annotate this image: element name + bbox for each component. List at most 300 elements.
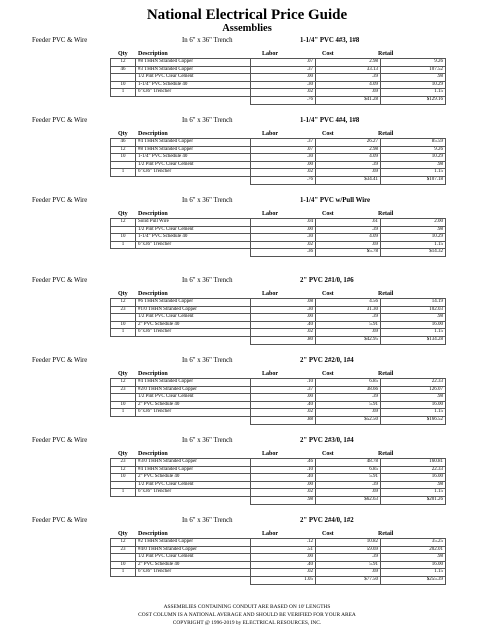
column-header-labor: Labor — [262, 291, 279, 297]
cell-desc: 1/2 Pint PVC Clear Cement — [136, 394, 251, 402]
cell-retail: 16.00 — [381, 321, 446, 329]
column-header-labor: Labor — [262, 531, 279, 537]
items-table — [110, 538, 446, 585]
total-cost: $34.41 — [316, 176, 381, 184]
table-row — [111, 74, 446, 82]
table-row — [111, 329, 446, 337]
cell-retail: 102.03 — [381, 306, 446, 314]
cell-retail: 10.29 — [381, 81, 446, 89]
cell-labor: .00 — [251, 481, 316, 489]
cell-blank — [136, 249, 251, 257]
table-row — [111, 569, 446, 577]
cell-labor: .08 — [251, 299, 316, 307]
cell-cost: .69 — [316, 241, 381, 249]
cell-qty: 12 — [111, 466, 136, 474]
cell-retail: 126.07 — [381, 386, 446, 394]
cell-qty: 1 — [111, 241, 136, 249]
trench-label: In 6" x 36" Trench — [182, 117, 233, 124]
cell-cost: .39 — [316, 394, 381, 402]
column-header-retail: Retail — [378, 51, 394, 57]
table-row — [111, 481, 446, 489]
total-row — [111, 249, 446, 257]
trench-label: In 6" x 36" Trench — [182, 37, 233, 44]
cell-retail: 202.01 — [381, 546, 446, 554]
cell-retail: 160.81 — [381, 459, 446, 467]
assembly-spec: 2" PVC 2#1/0, 1#6 — [300, 277, 354, 284]
cell-cost: 5.91 — [316, 321, 381, 329]
cell-blank — [111, 96, 136, 104]
cell-labor: .00 — [251, 314, 316, 322]
cell-qty — [111, 161, 136, 169]
cell-retail: 85.59 — [381, 139, 446, 147]
cell-desc: 1/2 Pint PVC Clear Cement — [136, 554, 251, 562]
items-table — [110, 298, 446, 345]
cell-retail: 22.33 — [381, 466, 446, 474]
cell-qty: 23 — [111, 306, 136, 314]
cell-retail: 10.29 — [381, 234, 446, 242]
cell-retail: .98 — [381, 481, 446, 489]
cell-blank — [111, 576, 136, 584]
cell-cost: 59.69 — [316, 546, 381, 554]
column-header-labor: Labor — [262, 451, 279, 457]
cell-labor: .02 — [251, 169, 316, 177]
table-row — [111, 314, 446, 322]
column-header-retail: Retail — [378, 291, 394, 297]
total-cost: $41.28 — [316, 96, 381, 104]
cell-desc: 1/2 Pint PVC Clear Cement — [136, 481, 251, 489]
cell-cost: .39 — [316, 74, 381, 82]
trench-label: In 6" x 36" Trench — [182, 197, 233, 204]
cell-retail: 22.33 — [381, 379, 446, 387]
table-row — [111, 474, 446, 482]
cell-cost: 5.91 — [316, 474, 381, 482]
trench-label: In 6" x 36" Trench — [182, 517, 233, 524]
cell-labor: .10 — [251, 379, 316, 387]
cell-labor: .02 — [251, 569, 316, 577]
cell-qty: 10 — [111, 401, 136, 409]
assembly-section — [0, 435, 494, 515]
column-header-description: Description — [138, 131, 168, 137]
page-subtitle: Assemblies — [222, 23, 272, 34]
cell-qty: 1 — [111, 329, 136, 337]
table-row — [111, 401, 446, 409]
total-retail: $201.26 — [381, 496, 446, 504]
trench-label: In 6" x 36" Trench — [182, 437, 233, 444]
cell-blank — [111, 249, 136, 257]
column-header-cost: Cost — [322, 291, 334, 297]
cell-labor: .37 — [251, 66, 316, 74]
cell-cost: 5.91 — [316, 561, 381, 569]
table-row — [111, 489, 446, 497]
cell-cost: 6.85 — [316, 466, 381, 474]
section-header — [0, 515, 494, 526]
cell-cost: .69 — [316, 409, 381, 417]
items-table — [110, 378, 446, 425]
cell-cost: .69 — [316, 569, 381, 577]
cell-desc: 1/2 Pint PVC Clear Cement — [136, 314, 251, 322]
cell-desc: #3/0 THHN Stranded Copper — [136, 459, 251, 467]
assembly-section — [0, 115, 494, 195]
total-row — [111, 576, 446, 584]
table-row — [111, 169, 446, 177]
cell-cost: 48.78 — [316, 459, 381, 467]
table-row — [111, 459, 446, 467]
cell-labor: .07 — [251, 146, 316, 154]
section-header — [0, 275, 494, 286]
cell-qty: 10 — [111, 561, 136, 569]
column-header-description: Description — [138, 371, 168, 377]
column-headers — [0, 370, 494, 378]
assembly-section — [0, 355, 494, 435]
total-labor: .98 — [251, 496, 316, 504]
items-table — [110, 138, 446, 185]
cell-labor: .40 — [251, 474, 316, 482]
cell-blank — [136, 576, 251, 584]
table-row — [111, 306, 446, 314]
cell-retail: 16.00 — [381, 401, 446, 409]
total-cost: $42.95 — [316, 336, 381, 344]
column-header-labor: Labor — [262, 131, 279, 137]
cell-desc: 2" PVC Schedule 40 — [136, 321, 251, 329]
cell-cost: .69 — [316, 169, 381, 177]
cell-desc: #4 THHN Stranded Copper — [136, 466, 251, 474]
column-header-description: Description — [138, 51, 168, 57]
cell-cost: 38.66 — [316, 386, 381, 394]
footer-line: ASSEMBLIES CONTAINING CONDUIT ARE BASED ON 10' LENGTHS — [163, 604, 331, 610]
cell-desc: #8 THHN Stranded Copper — [136, 59, 251, 67]
cell-labor: .07 — [251, 59, 316, 67]
column-header-qty: Qty — [118, 451, 128, 457]
column-headers — [0, 130, 494, 138]
cell-qty: 12 — [111, 59, 136, 67]
cell-cost: .69 — [316, 89, 381, 97]
items-table — [110, 218, 446, 257]
section-header — [0, 35, 494, 46]
table-row — [111, 139, 446, 147]
cell-desc: 6"x36" Trencher — [136, 489, 251, 497]
trench-label: In 6" x 36" Trench — [182, 277, 233, 284]
column-header-qty: Qty — [118, 131, 128, 137]
table-row — [111, 466, 446, 474]
cell-cost: .69 — [316, 329, 381, 337]
table-row — [111, 66, 446, 74]
cell-retail: 1.15 — [381, 409, 446, 417]
column-header-labor: Labor — [262, 51, 279, 57]
total-row — [111, 96, 446, 104]
cell-qty — [111, 226, 136, 234]
column-header-qty: Qty — [118, 291, 128, 297]
cell-blank — [136, 496, 251, 504]
cell-labor: .02 — [251, 241, 316, 249]
total-cost: $5.78 — [316, 249, 381, 257]
cell-retail: 1.15 — [381, 241, 446, 249]
cell-cost: 6.85 — [316, 379, 381, 387]
total-cost: $62.63 — [316, 496, 381, 504]
cell-desc: 2" PVC Schedule 40 — [136, 561, 251, 569]
cell-qty: 12 — [111, 379, 136, 387]
feeder-label: Feeder PVC & Wire — [32, 197, 88, 204]
cell-labor: .37 — [251, 386, 316, 394]
assembly-section — [0, 275, 494, 355]
cell-retail: 1.15 — [381, 89, 446, 97]
cell-labor: .30 — [251, 81, 316, 89]
cell-qty — [111, 481, 136, 489]
assembly-spec: 2" PVC 2#2/0, 1#4 — [300, 357, 354, 364]
cell-retail: .98 — [381, 394, 446, 402]
feeder-label: Feeder PVC & Wire — [32, 277, 88, 284]
cell-desc: #2/0 THHN Stranded Copper — [136, 386, 251, 394]
cell-cost: 2.98 — [316, 59, 381, 67]
cell-qty — [111, 394, 136, 402]
section-header — [0, 195, 494, 206]
feeder-label: Feeder PVC & Wire — [32, 437, 88, 444]
cell-desc: 1/2 Pint PVC Clear Cement — [136, 74, 251, 82]
cell-retail: 16.00 — [381, 474, 446, 482]
cell-cost: 2.98 — [316, 146, 381, 154]
items-table — [110, 58, 446, 105]
cell-labor: .30 — [251, 154, 316, 162]
cell-retail: .98 — [381, 74, 446, 82]
cell-labor: .00 — [251, 554, 316, 562]
section-header — [0, 115, 494, 126]
cell-desc: 6"x36" Trencher — [136, 329, 251, 337]
total-cost: $52.50 — [316, 416, 381, 424]
feeder-label: Feeder PVC & Wire — [32, 117, 88, 124]
table-row — [111, 89, 446, 97]
total-retail: $134.28 — [381, 336, 446, 344]
trench-label: In 6" x 36" Trench — [182, 357, 233, 364]
cell-cost: .39 — [316, 554, 381, 562]
cell-blank — [111, 336, 136, 344]
column-header-retail: Retail — [378, 371, 394, 377]
cell-desc: 1-1/4" PVC Schedule 40 — [136, 154, 251, 162]
total-retail: $166.52 — [381, 416, 446, 424]
total-retail: $107.18 — [381, 176, 446, 184]
column-header-qty: Qty — [118, 531, 128, 537]
cell-desc: Solid Pull Wire — [136, 219, 251, 227]
cell-labor: .12 — [251, 539, 316, 547]
section-header — [0, 355, 494, 366]
cell-qty: 12 — [111, 539, 136, 547]
table-row — [111, 154, 446, 162]
assembly-spec: 2" PVC 2#3/0, 1#4 — [300, 437, 354, 444]
column-headers — [0, 530, 494, 538]
cell-cost: .39 — [316, 161, 381, 169]
cell-cost: .39 — [316, 226, 381, 234]
cell-retail: 9.26 — [381, 59, 446, 67]
cell-labor: .51 — [251, 546, 316, 554]
cell-retail: 1.15 — [381, 489, 446, 497]
cell-retail: 35.25 — [381, 539, 446, 547]
cell-blank — [136, 336, 251, 344]
cell-desc: #4 THHN Stranded Copper — [136, 139, 251, 147]
cell-retail: .98 — [381, 314, 446, 322]
cell-labor: .30 — [251, 306, 316, 314]
total-row — [111, 496, 446, 504]
table-row — [111, 561, 446, 569]
cell-qty: 1 — [111, 489, 136, 497]
table-row — [111, 81, 446, 89]
column-header-retail: Retail — [378, 131, 394, 137]
cell-qty: 12 — [111, 299, 136, 307]
cell-desc: #6 THHN Stranded Copper — [136, 299, 251, 307]
column-header-description: Description — [138, 451, 168, 457]
cell-qty: 12 — [111, 146, 136, 154]
column-headers — [0, 50, 494, 58]
cell-labor: .00 — [251, 226, 316, 234]
cell-labor: .10 — [251, 466, 316, 474]
cell-cost: 33.13 — [316, 66, 381, 74]
cell-desc: 6"x36" Trencher — [136, 89, 251, 97]
column-header-cost: Cost — [322, 131, 334, 137]
table-row — [111, 226, 446, 234]
cell-qty: 23 — [111, 546, 136, 554]
cell-cost: 4.09 — [316, 154, 381, 162]
cell-qty: 1 — [111, 409, 136, 417]
cell-desc: 6"x36" Trencher — [136, 169, 251, 177]
table-row — [111, 409, 446, 417]
table-row — [111, 161, 446, 169]
cell-desc: 6"x36" Trencher — [136, 409, 251, 417]
column-header-retail: Retail — [378, 451, 394, 457]
column-header-qty: Qty — [118, 51, 128, 57]
cell-cost: 5.91 — [316, 401, 381, 409]
cell-qty: 1 — [111, 569, 136, 577]
column-header-labor: Labor — [262, 211, 279, 217]
assembly-spec: 1-1/4" PVC 4#3, 1#8 — [300, 37, 360, 44]
cell-labor: .37 — [251, 139, 316, 147]
cell-retail: 1.15 — [381, 569, 446, 577]
assembly-spec: 1-1/4" PVC 4#4, 1#8 — [300, 117, 360, 124]
cell-qty: 46 — [111, 66, 136, 74]
cell-retail: .98 — [381, 226, 446, 234]
total-row — [111, 176, 446, 184]
table-row — [111, 299, 446, 307]
cell-blank — [136, 416, 251, 424]
cell-qty: 10 — [111, 154, 136, 162]
cell-desc: 2" PVC Schedule 40 — [136, 401, 251, 409]
page-title: National Electrical Price Guide — [146, 7, 348, 23]
cell-desc: 1/2 Pint PVC Clear Cement — [136, 226, 251, 234]
cell-qty — [111, 554, 136, 562]
total-labor: .88 — [251, 416, 316, 424]
cell-labor: .00 — [251, 74, 316, 82]
table-row — [111, 59, 446, 67]
cell-cost: .69 — [316, 489, 381, 497]
cell-cost: 10.82 — [316, 539, 381, 547]
cell-labor: .00 — [251, 161, 316, 169]
column-header-retail: Retail — [378, 531, 394, 537]
cell-cost: .61 — [316, 219, 381, 227]
table-row — [111, 539, 446, 547]
assembly-section — [0, 515, 494, 595]
cell-qty — [111, 74, 136, 82]
cell-blank — [111, 416, 136, 424]
table-row — [111, 234, 446, 242]
cell-labor: .02 — [251, 329, 316, 337]
items-table — [110, 458, 446, 505]
table-row — [111, 219, 446, 227]
cell-blank — [136, 96, 251, 104]
cell-cost: .39 — [316, 314, 381, 322]
total-labor: 1.05 — [251, 576, 316, 584]
cell-labor: .02 — [251, 409, 316, 417]
column-header-description: Description — [138, 531, 168, 537]
cell-labor: .40 — [251, 561, 316, 569]
column-header-labor: Labor — [262, 371, 279, 377]
cell-desc: #8 THHN Stranded Copper — [136, 146, 251, 154]
cell-labor: .40 — [251, 321, 316, 329]
cell-cost: 31.30 — [316, 306, 381, 314]
assembly-section — [0, 35, 494, 115]
cell-labor: .30 — [251, 234, 316, 242]
total-row — [111, 416, 446, 424]
cell-retail: 2.00 — [381, 219, 446, 227]
cell-desc: 1-1/4" PVC Schedule 40 — [136, 234, 251, 242]
cell-qty: 1 — [111, 89, 136, 97]
feeder-label: Feeder PVC & Wire — [32, 357, 88, 364]
cell-desc: 1-1/4" PVC Schedule 40 — [136, 81, 251, 89]
total-row — [111, 336, 446, 344]
cell-desc: #1/0 THHN Stranded Copper — [136, 306, 251, 314]
column-headers — [0, 290, 494, 298]
cell-qty: 23 — [111, 459, 136, 467]
cell-desc: #4/0 THHN Stranded Copper — [136, 546, 251, 554]
assembly-spec: 1-1/4" PVC w/Pull Wire — [300, 197, 371, 204]
cell-qty: 10 — [111, 234, 136, 242]
feeder-label: Feeder PVC & Wire — [32, 37, 88, 44]
table-row — [111, 321, 446, 329]
cell-qty: 12 — [111, 219, 136, 227]
column-header-retail: Retail — [378, 211, 394, 217]
column-headers — [0, 210, 494, 218]
cell-desc: 6"x36" Trencher — [136, 241, 251, 249]
cell-labor: .02 — [251, 89, 316, 97]
cell-labor: .00 — [251, 394, 316, 402]
cell-retail: 16.00 — [381, 561, 446, 569]
cell-desc: #4 THHN Stranded Copper — [136, 379, 251, 387]
cell-cost: .39 — [316, 481, 381, 489]
table-row — [111, 394, 446, 402]
cell-labor: .04 — [251, 219, 316, 227]
cell-labor: .40 — [251, 401, 316, 409]
cell-cost: 26.27 — [316, 139, 381, 147]
footer-line: COST COLUMN IS A NATIONAL AVERAGE AND SHOULD BE VERIFIED FOR YOUR AREA — [138, 612, 356, 618]
cell-retail: .98 — [381, 161, 446, 169]
footer-line: COPYRIGHT @ 1996-2019 by ELECTRICAL RESOURCES, INC. — [172, 620, 322, 626]
column-header-description: Description — [138, 211, 168, 217]
cell-qty: 10 — [111, 81, 136, 89]
cell-qty: 1 — [111, 169, 136, 177]
assembly-section — [0, 195, 494, 275]
cell-retail: 1.15 — [381, 329, 446, 337]
cell-desc: #2 THHN Stranded Copper — [136, 539, 251, 547]
assembly-sections — [0, 35, 494, 595]
cell-retail: 107.52 — [381, 66, 446, 74]
cell-cost: 4.09 — [316, 81, 381, 89]
cell-qty: 46 — [111, 139, 136, 147]
cell-desc: 6"x36" Trencher — [136, 569, 251, 577]
table-row — [111, 554, 446, 562]
column-header-qty: Qty — [118, 371, 128, 377]
total-retail: $129.16 — [381, 96, 446, 104]
cell-retail: 1.15 — [381, 169, 446, 177]
cell-retail: 10.29 — [381, 154, 446, 162]
table-row — [111, 546, 446, 554]
cell-desc: #3 THHN Stranded Copper — [136, 66, 251, 74]
cell-cost: 4.56 — [316, 299, 381, 307]
total-labor: .76 — [251, 176, 316, 184]
